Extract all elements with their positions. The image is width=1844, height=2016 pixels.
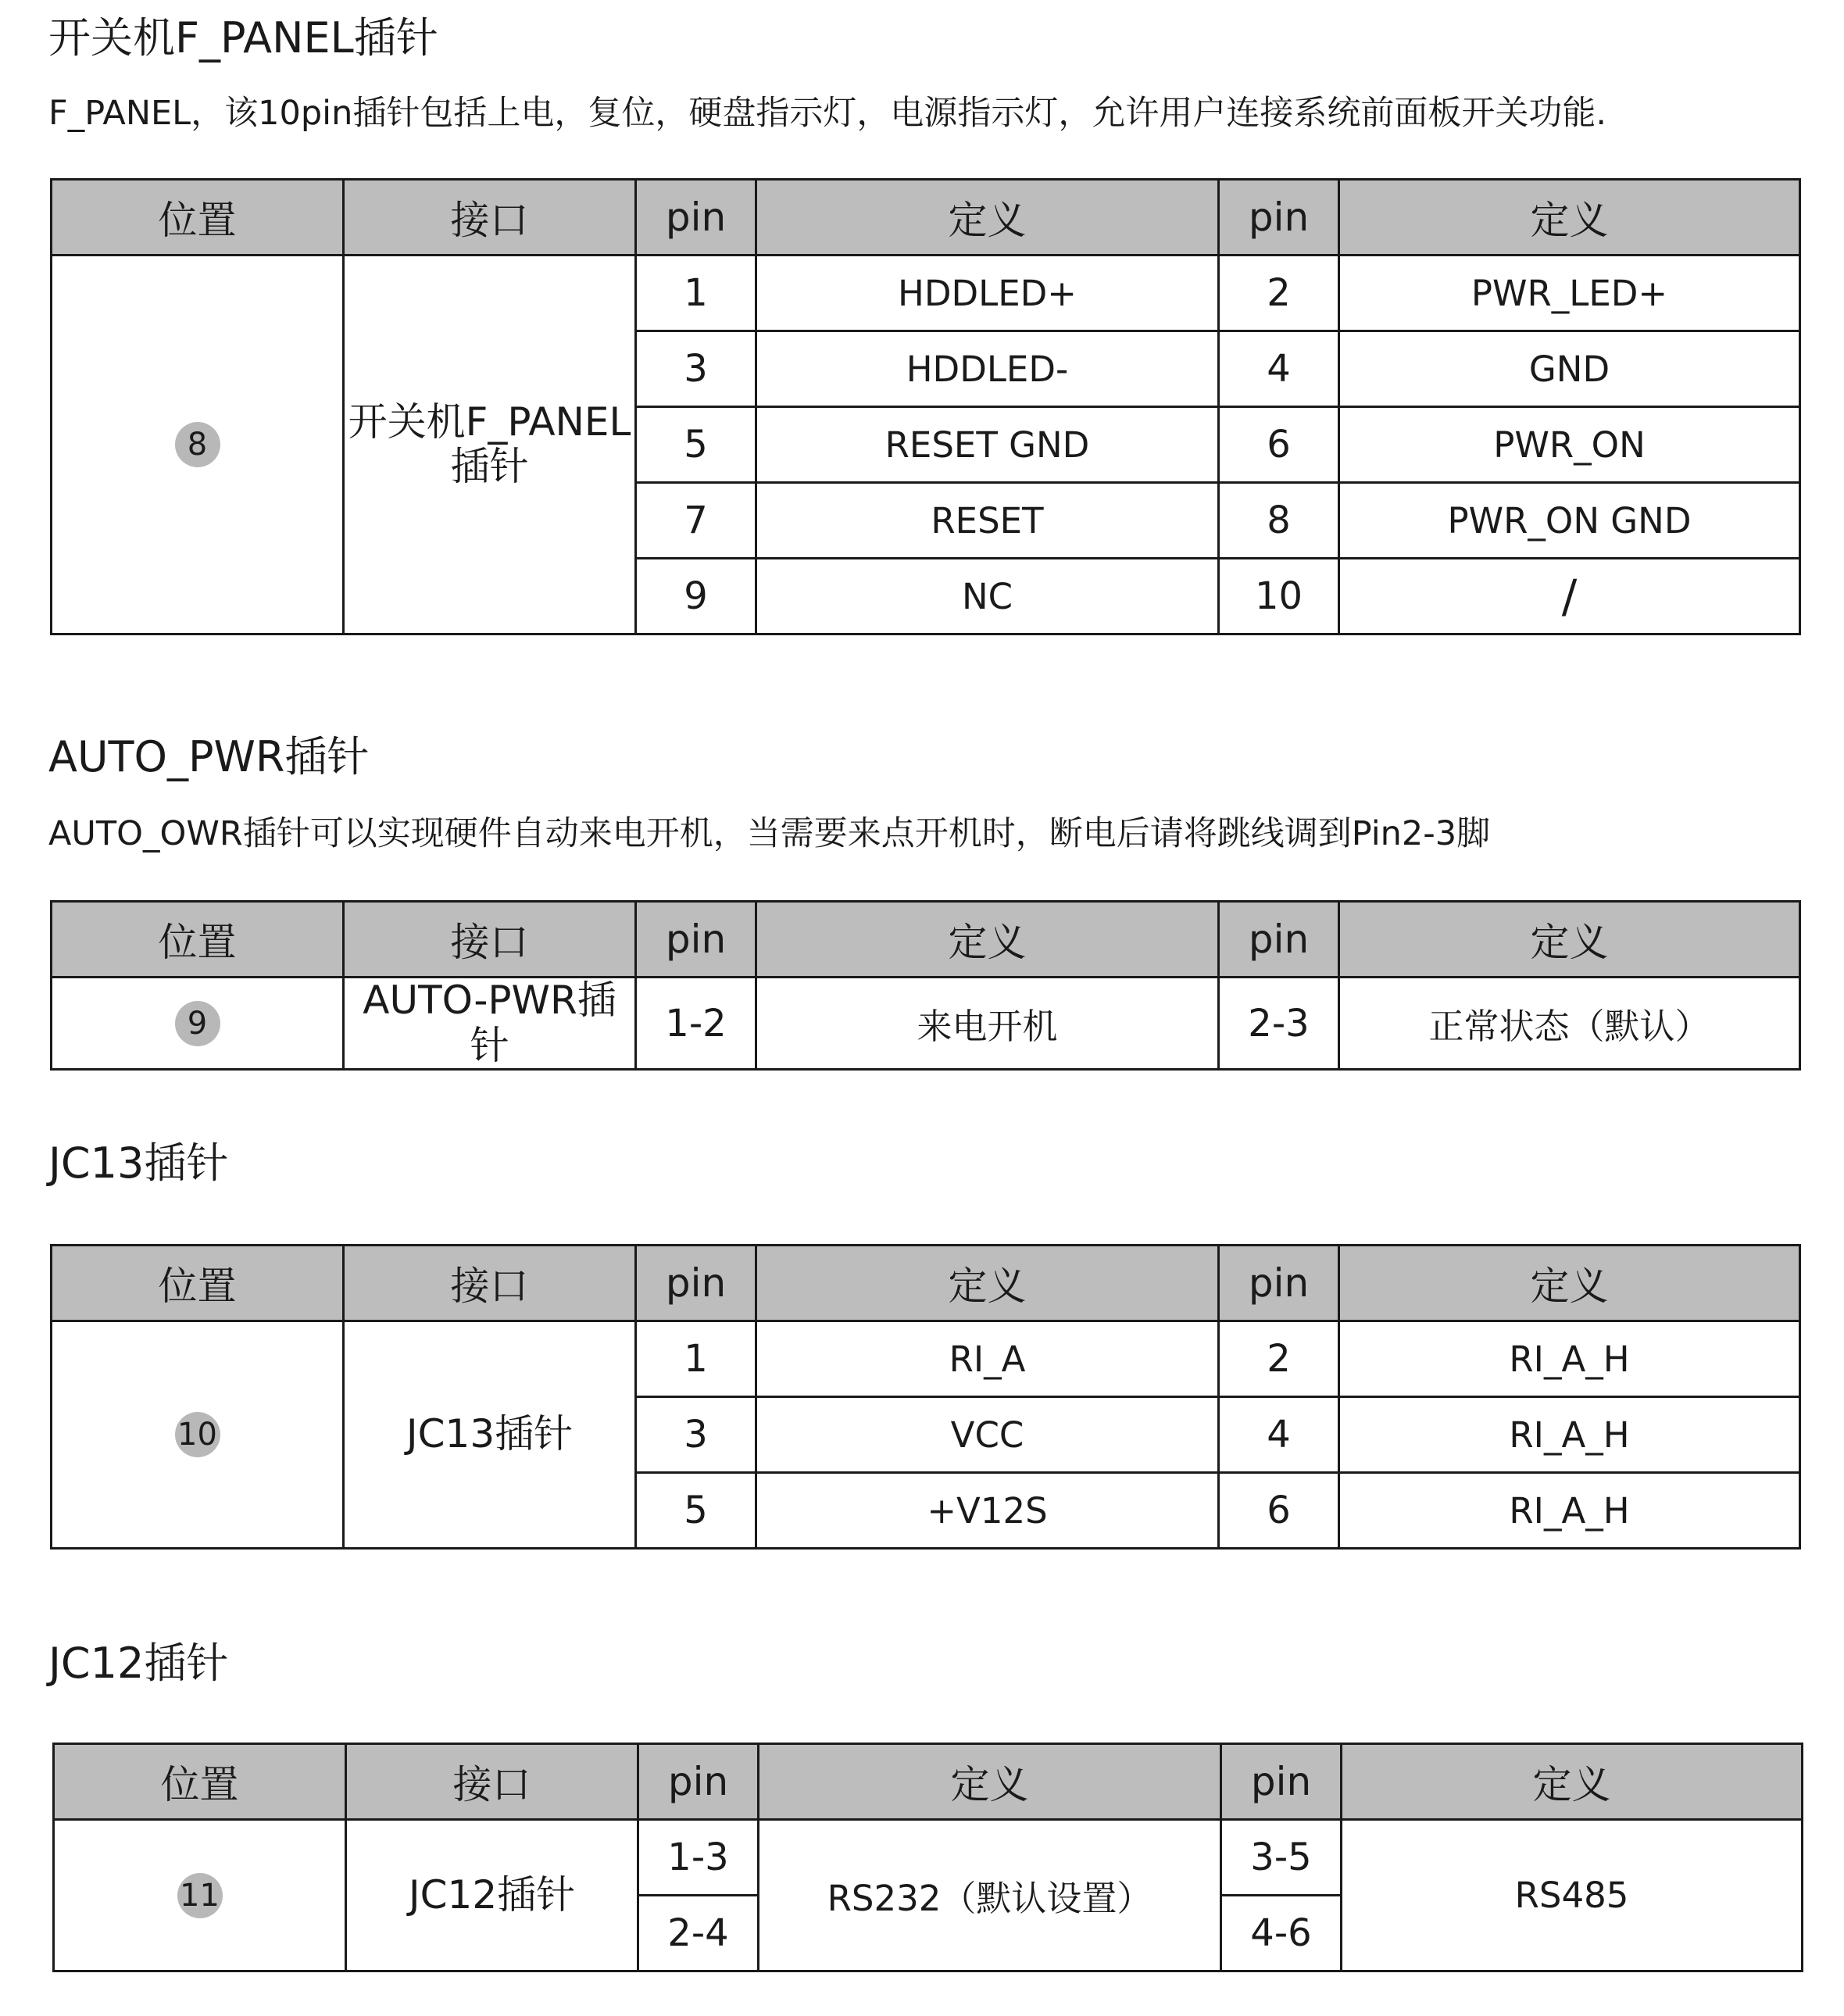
pin-definition: RI_A xyxy=(756,1321,1219,1397)
pin-number: 4-6 xyxy=(1221,1896,1342,1971)
pin-number: 4 xyxy=(1219,331,1339,407)
pin-number: 9 xyxy=(636,559,756,634)
table-header-row xyxy=(52,180,1800,256)
header-definition: 定义 xyxy=(759,1744,1221,1820)
section-description: AUTO_OWR插针可以实现硬件自动来电开机，当需要来点开机时，断电后请将跳线调到Pin2-3脚 xyxy=(48,814,1491,853)
header-definition: 定义 xyxy=(1339,1246,1800,1321)
header-definition: 定义 xyxy=(756,902,1219,978)
interface-label-line2: 插针 xyxy=(450,444,529,489)
pin-number: 2 xyxy=(1219,256,1339,331)
header-position: 位置 xyxy=(52,902,344,978)
pin-number: 6 xyxy=(1219,407,1339,483)
pin-definition: RS232（默认设置） xyxy=(759,1820,1221,1971)
header-pin: pin xyxy=(1219,1246,1339,1321)
pin-definition: / xyxy=(1339,559,1800,634)
pin-number: 2-3 xyxy=(1219,978,1339,1070)
header-pin: pin xyxy=(1219,180,1339,256)
pin-table xyxy=(50,178,1801,635)
header-definition: 定义 xyxy=(1339,902,1800,978)
pin-definition: NC xyxy=(756,559,1219,634)
position-badge: 10 xyxy=(175,1412,220,1457)
pin-definition: RESET GND xyxy=(756,407,1219,483)
position-badge: 8 xyxy=(175,422,220,467)
header-pin: pin xyxy=(1219,902,1339,978)
pin-number: 2 xyxy=(1219,1321,1339,1397)
pin-table xyxy=(52,1743,1803,1972)
table-row xyxy=(52,256,1800,331)
pin-number: 3-5 xyxy=(1221,1820,1342,1896)
pin-number: 1-2 xyxy=(636,978,756,1070)
section-title: JC13插针 xyxy=(48,1138,229,1188)
pin-definition: RI_A_H xyxy=(1339,1321,1800,1397)
position-badge: 11 xyxy=(177,1873,223,1918)
pin-number: 3 xyxy=(636,1397,756,1473)
pin-table xyxy=(50,1244,1801,1550)
position-cell xyxy=(52,978,344,1070)
pin-definition: GND xyxy=(1339,331,1800,407)
header-interface: 接口 xyxy=(346,1744,638,1820)
header-position: 位置 xyxy=(54,1744,346,1820)
pin-definition: RI_A_H xyxy=(1339,1473,1800,1549)
table-row xyxy=(52,1321,1800,1397)
section-title: AUTO_PWR插针 xyxy=(48,732,370,781)
pin-number: 2-4 xyxy=(638,1896,759,1971)
section-description: F_PANEL，该10pin插针包括上电，复位，硬盘指示灯，电源指示灯，允许用户连接系统前面板开关功能. xyxy=(48,94,1606,133)
pin-number: 6 xyxy=(1219,1473,1339,1549)
pin-number: 5 xyxy=(636,407,756,483)
pin-number: 1 xyxy=(636,256,756,331)
pin-definition: 来电开机 xyxy=(756,978,1219,1070)
pin-number: 10 xyxy=(1219,559,1339,634)
pin-number: 1-3 xyxy=(638,1820,759,1896)
header-pin: pin xyxy=(636,1246,756,1321)
header-position: 位置 xyxy=(52,1246,344,1321)
pin-table xyxy=(50,900,1801,1071)
table-row xyxy=(52,978,1800,1070)
position-cell xyxy=(52,1321,344,1549)
header-definition: 定义 xyxy=(756,180,1219,256)
interface-cell: JC12插针 xyxy=(346,1820,638,1971)
pin-number: 5 xyxy=(636,1473,756,1549)
section-title: 开关机F_PANEL插针 xyxy=(48,13,438,63)
pin-definition: PWR_ON GND xyxy=(1339,483,1800,559)
header-definition: 定义 xyxy=(756,1246,1219,1321)
pin-number: 8 xyxy=(1219,483,1339,559)
header-interface: 接口 xyxy=(344,180,636,256)
pin-definition: HDDLED+ xyxy=(756,256,1219,331)
pin-definition: PWR_LED+ xyxy=(1339,256,1800,331)
interface-cell: JC13插针 xyxy=(344,1321,636,1549)
pin-number: 3 xyxy=(636,331,756,407)
section-title: JC12插针 xyxy=(48,1639,229,1688)
interface-label-line1: 开关机F_PANEL xyxy=(348,399,631,445)
pin-definition: RESET xyxy=(756,483,1219,559)
interface-cell xyxy=(344,256,636,634)
header-interface: 接口 xyxy=(344,902,636,978)
pin-definition: VCC xyxy=(756,1397,1219,1473)
interface-cell: AUTO-PWR插针 xyxy=(344,978,636,1070)
header-pin: pin xyxy=(1221,1744,1342,1820)
pin-definition: 正常状态（默认） xyxy=(1339,978,1800,1070)
table-header-row xyxy=(52,1246,1800,1321)
pin-number: 4 xyxy=(1219,1397,1339,1473)
header-position: 位置 xyxy=(52,180,344,256)
table-header-row xyxy=(54,1744,1803,1820)
header-pin: pin xyxy=(636,902,756,978)
pin-definition: PWR_ON xyxy=(1339,407,1800,483)
pin-definition: RI_A_H xyxy=(1339,1397,1800,1473)
position-cell xyxy=(54,1820,346,1971)
header-definition: 定义 xyxy=(1339,180,1800,256)
pin-definition: RS485 xyxy=(1342,1820,1803,1971)
header-pin: pin xyxy=(636,180,756,256)
pin-definition: HDDLED- xyxy=(756,331,1219,407)
table-row xyxy=(54,1820,1803,1896)
header-definition: 定义 xyxy=(1342,1744,1803,1820)
table-header-row xyxy=(52,902,1800,978)
pin-number: 1 xyxy=(636,1321,756,1397)
pin-number: 7 xyxy=(636,483,756,559)
position-badge: 9 xyxy=(175,1001,220,1046)
position-cell xyxy=(52,256,344,634)
pin-definition: +V12S xyxy=(756,1473,1219,1549)
header-pin: pin xyxy=(638,1744,759,1820)
header-interface: 接口 xyxy=(344,1246,636,1321)
